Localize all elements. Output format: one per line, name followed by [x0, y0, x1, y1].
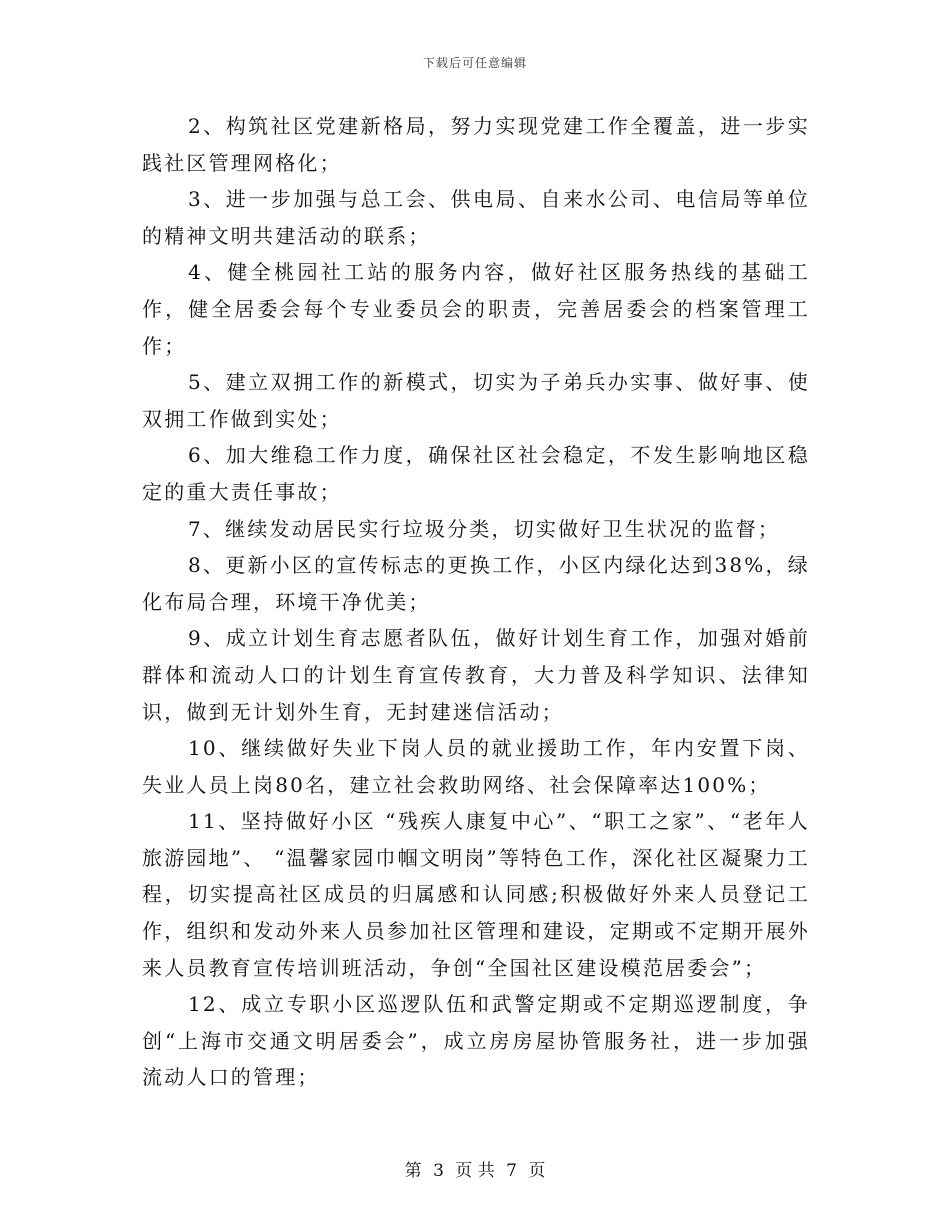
footer-middle: 页 共 — [455, 1161, 495, 1181]
paragraph-item-5: 5、建立双拥工作的新模式，切实为子弟兵办实事、做好事、使双拥工作做到实处； — [142, 370, 810, 431]
paragraph-item-9: 9、成立计划生育志愿者队伍，做好计划生育工作，加强对婚前群体和流动人口的计划生育宣传教育，大力普及科学知识、法律知识，做到无计划外生育，无封建迷信活动； — [142, 626, 810, 724]
paragraph-item-6: 6、加大维稳工作力度，确保社区社会稳定，不发生影响地区稳定的重大责任事故； — [142, 443, 810, 504]
paragraph-item-11: 11、坚持做好小区 “残疾人康复中心”、“职工之家”、“老年人旅游园地”、 “温馨家园巾帼文明岗”等特色工作，深化社区凝聚力工程，切实提高社区成员的归属感和认同感;积极做好外来人员登记工作，组织和发动外来人员参加社区管理和建设，定期或不定期开展外来人员教育宣传培训班活动，争创“全国社区建设模范居委会”； — [142, 809, 810, 980]
footer-suffix: 页 — [528, 1161, 546, 1181]
document-body — [142, 108, 810, 1096]
paragraph-item-7: 7、继续发动居民实行垃圾分类，切实做好卫生状况的监督； — [188, 516, 781, 541]
page-footer — [0, 1156, 950, 1181]
footer-prefix: 第 — [404, 1161, 422, 1181]
current-page-number: 3 — [433, 1161, 444, 1181]
paragraph-item-12: 12、成立专职小区巡逻队伍和武警定期或不定期巡逻制度，争创“上海市交通文明居委会”，成立房房屋协管服务社，进一步加强流动人口的管理； — [142, 992, 810, 1090]
paragraph-item-3: 3、进一步加强与总工会、供电局、自来水公司、电信局等单位的精神文明共建活动的联系； — [142, 187, 810, 248]
paragraph-item-2: 2、构筑社区党建新格局，努力实现党建工作全覆盖，进一步实践社区管理网格化； — [142, 114, 810, 175]
page-header: 下载后可任意编辑 — [422, 56, 527, 70]
paragraph-item-4: 4、健全桃园社工站的服务内容，做好社区服务热线的基础工作，健全居委会每个专业委员会的职责，完善居委会的档案管理工作； — [142, 260, 810, 358]
paragraph-item-10: 10、继续做好失业下岗人员的就业援助工作，年内安置下岗、失业人员上岗80名，建立社会救助网络、社会保障率达100%； — [142, 736, 810, 797]
paragraph-item-8: 8、更新小区的宣传标志的更换工作，小区内绿化达到38%，绿化布局合理，环境干净优美； — [142, 553, 810, 614]
total-page-count: 7 — [506, 1161, 517, 1181]
